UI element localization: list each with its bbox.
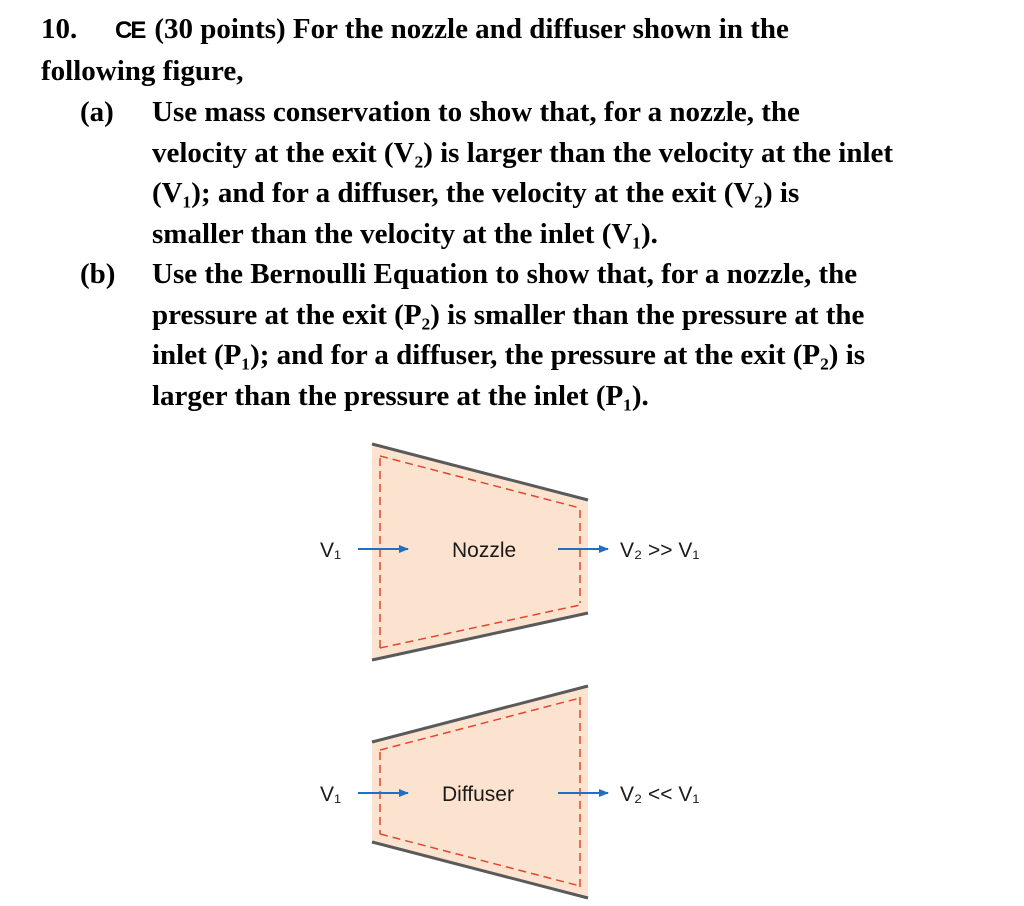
question-prompt-line-1: (30 points) For the nozzle and diffuser shown in the [154, 13, 789, 45]
nozzle-diagram [320, 444, 699, 660]
diffuser-inlet-label: V₁ [320, 783, 342, 806]
part-a-line-3: (V₁); and for a diffuser, the velocity at the exit (V₂) is [152, 177, 800, 209]
ce-mark: CE [115, 17, 145, 44]
part-b-line-3: inlet (P₁); and for a diffuser, the pressure at the exit (P₂) is [152, 339, 866, 371]
diffuser-diagram [320, 686, 699, 898]
part-b-line-4: larger than the pressure at the inlet (P₁). [152, 379, 649, 412]
part-b-line-2: pressure at the exit (P₂) is smaller than the pressure at the [152, 298, 865, 331]
part-b-label: (b) [80, 258, 116, 290]
nozzle-inlet-label: V₁ [320, 539, 342, 562]
part-a-label: (a) [80, 96, 114, 128]
part-a-line-1: Use mass conservation to show that, for a nozzle, the [152, 96, 800, 128]
question-number: 10. [41, 13, 78, 45]
nozzle-outlet-label: V₂ >> V₁ [620, 539, 700, 562]
diffuser-outlet-label: V₂ << V₁ [620, 783, 700, 806]
diffuser-name-label: Diffuser [442, 783, 514, 806]
part-b-line-1: Use the Bernoulli Equation to show that, for a nozzle, the [152, 258, 858, 290]
question-prompt-line-2: following figure, [41, 55, 244, 87]
part-a-line-4: smaller than the velocity at the inlet (V₁). [152, 217, 658, 250]
nozzle-name-label: Nozzle [452, 539, 517, 562]
part-a-line-2: velocity at the exit (V₂) is larger than the velocity at the inlet [152, 136, 894, 169]
